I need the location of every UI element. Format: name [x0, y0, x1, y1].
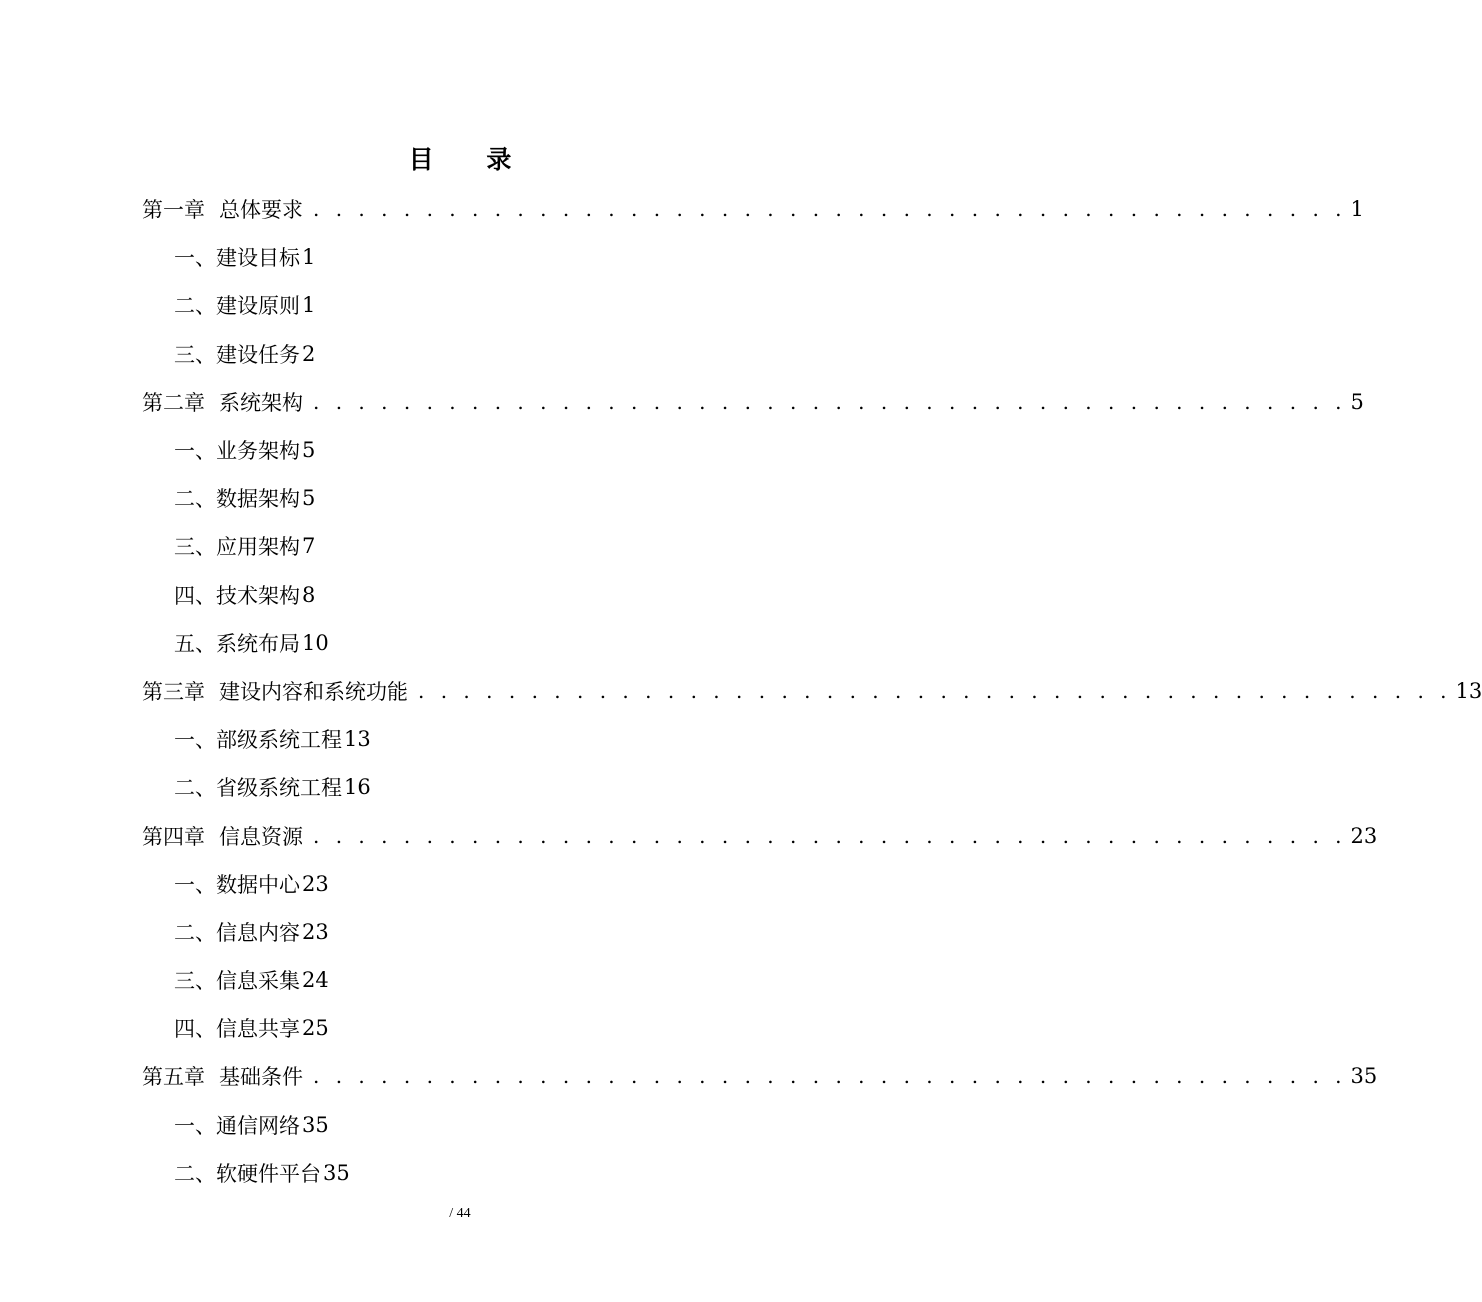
page-number: 35	[1350, 1064, 1378, 1089]
page-number: 13	[344, 727, 371, 752]
toc-section-entry[interactable]	[142, 860, 780, 908]
section-title: 一、部级系统工程	[174, 728, 342, 753]
chapter-number: 第二章	[142, 390, 205, 415]
toc-section-entry[interactable]	[142, 1101, 780, 1149]
toc-chapter-entry[interactable]	[142, 185, 1364, 233]
section-title: 二、建设原则	[174, 294, 300, 319]
page-number: 1	[302, 245, 316, 270]
chapter-title: 信息资源	[219, 824, 303, 849]
page-number: 35	[323, 1160, 350, 1185]
toc-section-entry[interactable]	[142, 763, 780, 811]
chapter-number: 第四章	[142, 824, 205, 849]
section-title: 四、信息共享	[174, 1017, 300, 1042]
page-number: 10	[302, 630, 329, 655]
toc-section-entry[interactable]	[142, 233, 780, 281]
chapter-number: 第一章	[142, 198, 205, 223]
section-title: 五、系统布局	[174, 631, 300, 656]
dot-leader: . . . . . . . . . . . . . . . . . . . . . . . . . . . . . . . . . . . . . . . . . . . . . .	[313, 389, 1347, 414]
dot-leader: . . . . . . . . . . . . . . . . . . . . . . . . . . . . . . . . . . . . . . . . . . . . . .	[313, 197, 1347, 222]
chapter-title: 基础条件	[219, 1065, 303, 1090]
page-number: 25	[302, 1016, 329, 1041]
dot-leader: . . . . . . . . . . . . . . . . . . . . . . . . . . . . . . . . . . . . . . . . . . . . . .	[418, 678, 1452, 703]
toc-section-entry[interactable]	[142, 330, 780, 378]
toc-chapter-entry[interactable]	[142, 667, 1482, 715]
page-number: 35	[302, 1112, 329, 1137]
toc-section-entry[interactable]	[142, 281, 780, 329]
page-number: 5	[302, 438, 316, 463]
toc-section-entry[interactable]	[142, 908, 780, 956]
toc-section-entry[interactable]	[142, 619, 780, 667]
toc-section-entry[interactable]	[142, 956, 780, 1004]
page-footer: / 44	[449, 1206, 471, 1221]
chapter-title: 总体要求	[219, 198, 303, 223]
toc-chapter-entry[interactable]	[142, 378, 1364, 426]
page-number: 23	[302, 871, 329, 896]
dot-leader: . . . . . . . . . . . . . . . . . . . . . . . . . . . . . . . . . . . . . . . . . . . . . .	[313, 1064, 1347, 1089]
page-number: 5	[302, 486, 316, 511]
page-number: 1	[1350, 197, 1364, 222]
toc-section-entry[interactable]	[142, 426, 780, 474]
page-number: 16	[344, 775, 371, 800]
toc-chapter-entry[interactable]	[142, 811, 1378, 859]
toc-section-entry[interactable]	[142, 1149, 780, 1197]
page-number: 23	[302, 919, 329, 944]
toc-section-entry[interactable]	[142, 1004, 780, 1052]
chapter-number: 第三章	[142, 679, 205, 704]
page-number: 2	[302, 341, 316, 366]
section-title: 一、通信网络	[174, 1113, 300, 1138]
section-title: 二、信息内容	[174, 920, 300, 945]
section-title: 一、数据中心	[174, 872, 300, 897]
toc-section-entry[interactable]	[142, 474, 780, 522]
section-title: 一、建设目标	[174, 246, 300, 271]
page-number: 23	[1350, 823, 1378, 848]
chapter-title: 建设内容和系统功能	[219, 679, 408, 704]
toc-section-entry[interactable]	[142, 571, 780, 619]
section-title: 一、业务架构	[174, 439, 300, 464]
section-title: 二、数据架构	[174, 487, 300, 512]
page-number: 13	[1455, 678, 1482, 703]
chapter-title: 系统架构	[219, 390, 303, 415]
dot-leader: . . . . . . . . . . . . . . . . . . . . . . . . . . . . . . . . . . . . . . . . . . . . . .	[313, 823, 1347, 848]
page-number: 8	[302, 582, 316, 607]
page-number: 5	[1350, 389, 1364, 414]
section-title: 四、技术架构	[174, 583, 300, 608]
section-title: 三、建设任务	[174, 342, 300, 367]
section-title: 三、信息采集	[174, 969, 300, 994]
toc-section-entry[interactable]	[142, 715, 780, 763]
toc-chapter-entry[interactable]	[142, 1052, 1378, 1100]
page-number: 24	[302, 968, 329, 993]
chapter-number: 第五章	[142, 1065, 205, 1090]
section-title: 三、应用架构	[174, 535, 300, 560]
toc-title: 目 录	[408, 145, 534, 174]
toc-section-entry[interactable]	[142, 522, 780, 570]
section-title: 二、软硬件平台	[174, 1161, 321, 1186]
page-number: 7	[302, 534, 316, 559]
page-number: 1	[302, 293, 316, 318]
section-title: 二、省级系统工程	[174, 776, 342, 801]
toc-list	[142, 185, 1482, 1197]
